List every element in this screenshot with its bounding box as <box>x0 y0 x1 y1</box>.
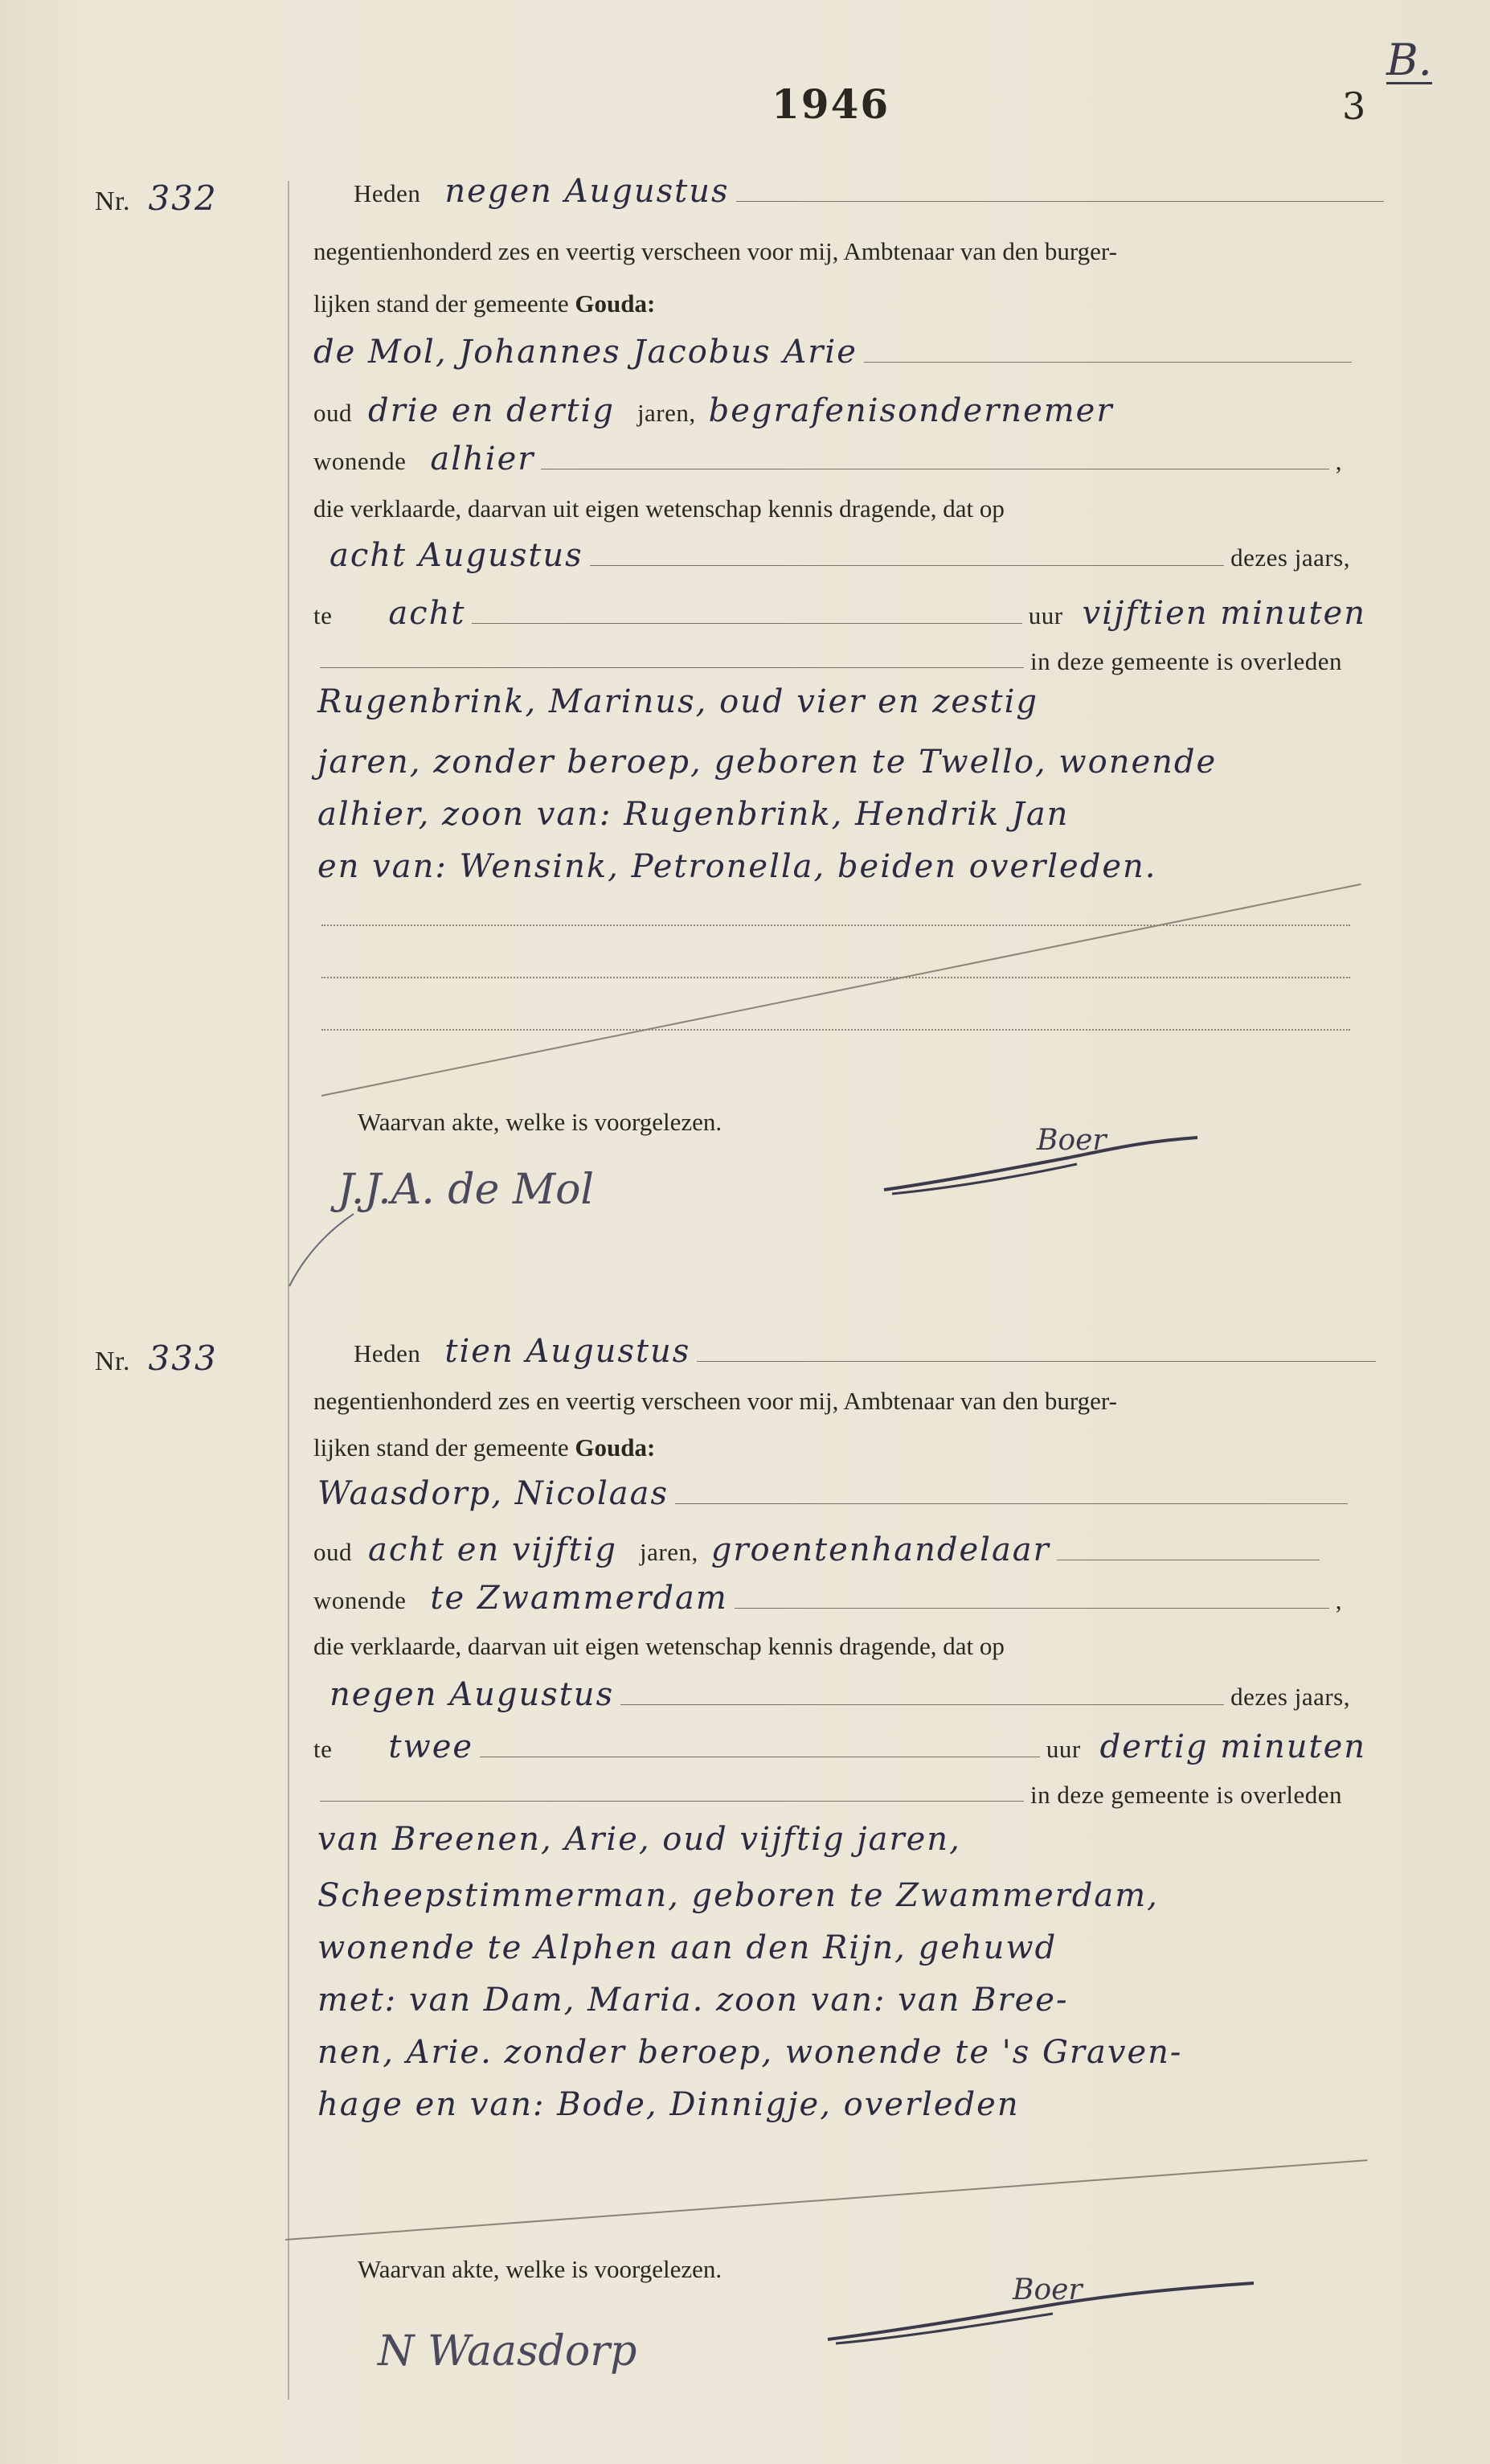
declaration-line: die verklaarde, daarvan uit eigen wetenschap kennis dragende, dat op <box>313 494 1005 523</box>
intro-line: negentienhonderd zes en veertig verscheen voor mij, Ambtenaar van den burger- <box>313 1387 1117 1415</box>
place-line: in deze gemeente is overleden <box>313 1781 1342 1810</box>
cancel-stroke <box>285 2159 1368 2241</box>
svg-text:Boer: Boer <box>1037 1124 1107 1157</box>
deceased-line-4: met: van Dam, Maria. zoon van: van Bree- <box>317 1982 1069 2019</box>
gemeente-line: lijken stand der gemeente Gouda: <box>313 1433 656 1462</box>
death-date-line: negen Augustus dezes jaars, <box>330 1676 1350 1713</box>
page-number: 3 <box>1342 84 1366 128</box>
death-minutes: dertig minuten <box>1099 1728 1366 1765</box>
declarant-name: de Mol, Johannes Jacobus Arie <box>313 334 858 371</box>
official-signature <box>876 1117 1214 1206</box>
cancel-stroke <box>321 884 1361 1097</box>
declaration-line: die verklaarde, daarvan uit eigen wetenschap kennis dragende, dat op <box>313 1632 1005 1660</box>
deceased-line-6: hage en van: Bode, Dinnigje, overleden <box>317 2086 1020 2123</box>
age-occupation-line: oud acht en vijftig jaren, groentenhandelaar <box>313 1531 1326 1568</box>
deceased-line-4: en van: Wensink, Petronella, beiden overleden. <box>317 848 1157 885</box>
declarant-residence: alhier <box>430 441 535 478</box>
declarant-occupation: groentenhandelaar <box>710 1531 1050 1568</box>
heden-date: negen Augustus <box>444 173 730 210</box>
signature-flourish <box>273 1158 482 1302</box>
deceased-line-3: wonende te Alphen aan den Rijn, gehuwd <box>317 1929 1058 1966</box>
place-line: in deze gemeente is overleden <box>313 647 1342 676</box>
time-line: te acht uur vijftien minuten <box>313 595 1366 632</box>
death-minutes: vijftien minuten <box>1082 595 1366 632</box>
declarant-age: drie en dertig <box>368 392 615 429</box>
deceased-line-1: van Breenen, Arie, oud vijftig jaren, <box>317 1821 961 1858</box>
year-heading: 1946 <box>772 80 890 128</box>
declarant-line <box>313 334 1358 371</box>
closing-line: Waarvan akte, welke is voorgelezen. <box>358 1108 722 1136</box>
declarant-signature: N Waasdorp <box>378 2327 637 2376</box>
blank-line <box>321 925 1350 926</box>
death-date: negen Augustus <box>330 1676 615 1713</box>
deceased-line-3: alhier, zoon van: Rugenbrink, Hendrik Jan <box>317 796 1070 833</box>
declarant-line <box>317 1475 1354 1512</box>
declarant-age: acht en vijftig <box>368 1531 618 1568</box>
intro-line: negentienhonderd zes en veertig verscheen voor mij, Ambtenaar van den burger- <box>313 237 1117 265</box>
deceased-line-2: Scheepstimmerman, geboren te Zwammerdam, <box>317 1877 1159 1914</box>
time-line: te twee uur dertig minuten <box>313 1728 1366 1765</box>
svg-text:Boer: Boer <box>1013 2273 1083 2306</box>
entry-number-332: Nr. 332 <box>95 178 218 218</box>
deceased-line-1: Rugenbrink, Marinus, oud vier en zestig <box>317 683 1039 720</box>
heden-line: Heden negen Augustus <box>354 173 1390 210</box>
declarant-occupation: begrafenisondernemer <box>708 392 1114 429</box>
declarant-residence: te Zwammerdam <box>430 1580 728 1617</box>
closing-line: Waarvan akte, welke is voorgelezen. <box>358 2255 722 2283</box>
entry-number-value: 332 <box>148 178 218 218</box>
heden-date: tien Augustus <box>444 1333 691 1370</box>
entry-number-value: 333 <box>148 1339 218 1378</box>
death-date-line: acht Augustus dezes jaars, <box>330 537 1350 574</box>
corner-annotation: B. <box>1386 35 1432 85</box>
death-date: acht Augustus <box>330 537 583 574</box>
heden-line: Heden tien Augustus <box>354 1333 1382 1370</box>
deceased-line-5: nen, Arie. zonder beroep, wonende te 's Graven- <box>317 2034 1183 2071</box>
gemeente-line: lijken stand der gemeente Gouda: <box>313 289 656 318</box>
declarant-signature: J.J.A. de Mol <box>338 1166 595 1214</box>
age-occupation-line: oud drie en dertig jaren, begrafenisondernemer <box>313 392 1114 429</box>
death-hour: twee <box>388 1728 474 1765</box>
deceased-line-2: jaren, zonder beroep, geboren te Twello, wonende <box>317 744 1218 781</box>
entry-number-333: Nr. 333 <box>95 1339 218 1378</box>
blank-line <box>321 1029 1350 1031</box>
declarant-name: Waasdorp, Nicolaas <box>317 1475 669 1512</box>
residence-line: wonende te Zwammerdam , <box>313 1580 1342 1617</box>
official-signature <box>820 2251 1270 2355</box>
death-hour: acht <box>388 595 466 632</box>
blank-line <box>321 977 1350 978</box>
residence-line: wonende alhier , <box>313 441 1342 478</box>
